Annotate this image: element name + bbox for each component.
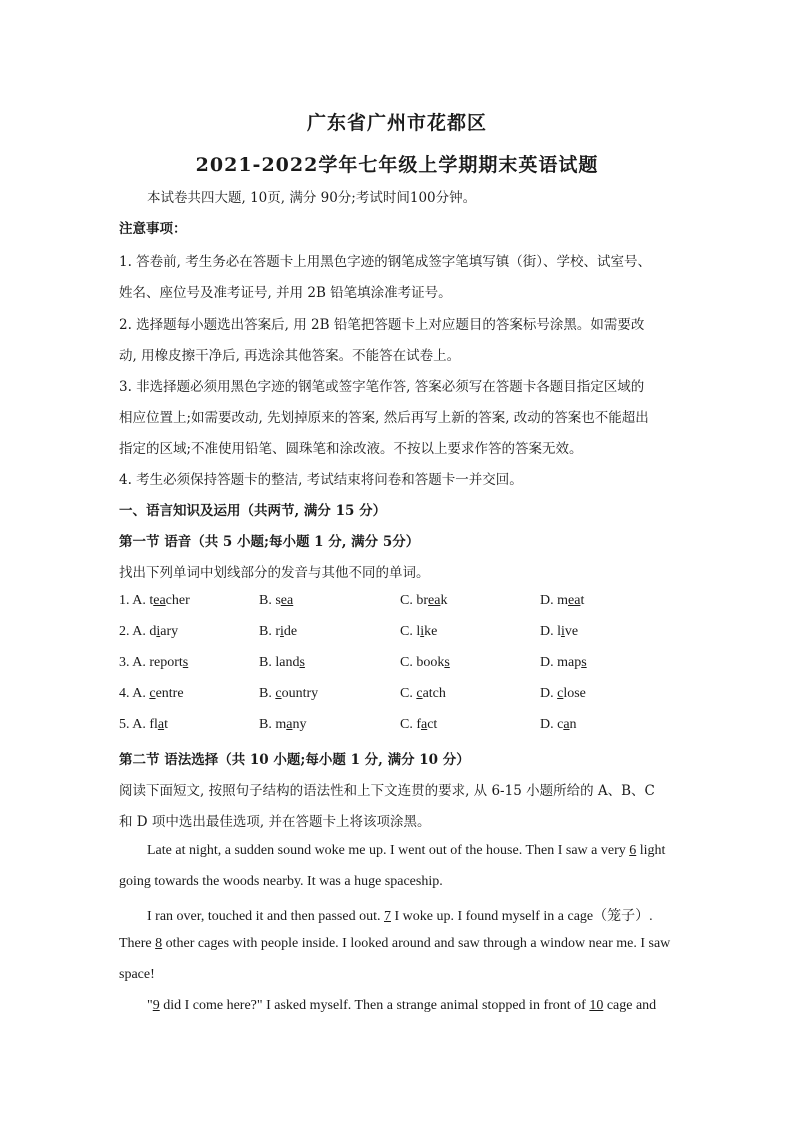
notes-heading: 注意事项： [119,221,187,237]
option-d: D. close [540,686,586,701]
option-a: 5. A. flat [119,717,168,732]
option-b: B. country [259,686,319,701]
phonetics-question [119,717,679,737]
note-line: 1. 答卷前, 考生务必在答题卡上用黑色字迹的钢笔成签字笔填写镇（街）、学校、试室号、 [119,254,652,270]
option-c: C. books [400,655,450,670]
phonetics-question [119,593,679,613]
blank-9: 9 [152,998,160,1013]
option-c: C. fact [400,717,438,732]
phonetics-question [119,655,679,675]
passage-line: space! [119,967,155,982]
phonetics-question [119,686,679,706]
note-line: 相应位置上;如需要改动, 先划掉原来的答案, 然后再写上新的答案, 改动的答案也不能超出 [119,410,649,426]
blank-8: 8 [155,936,163,951]
note-line: 动, 用橡皮擦干净后, 再选涂其他答案。不能答在试卷上。 [119,348,461,364]
exam-intro: 本试卷共四大题, 10页, 满分 90分;考试时间100分钟。 [147,190,477,206]
option-b: B. lands [259,655,305,670]
option-a: 1. A. teacher [119,593,190,608]
option-d: D. meat [540,593,585,608]
note-line: 指定的区域;不准使用铅笔、圆珠笔和涂改液。不按以上要求作答的答案无效。 [119,441,583,457]
exam-title: 2021-2022学年七年级上学期期末英语试题 [195,154,599,176]
option-d: D. live [540,624,579,639]
option-b: B. many [259,717,307,732]
passage-line: There 8 other cages with people inside. I looked around and saw through a window near me. I saw [119,936,671,951]
option-a: 4. A. centre [119,686,184,701]
passage-line: going towards the woods nearby. It was a huge spaceship. [119,874,443,889]
note-line: 4. 考生必须保持答题卡的整洁, 考试结束将问卷和答题卡一并交回。 [119,472,523,488]
option-a: 3. A. reports [119,655,189,670]
blank-10: 10 [589,998,604,1013]
phonetics-question [119,624,679,644]
section2-instruction: 阅读下面短文, 按照句子结构的语法性和上下文连贯的要求, 从 6-15 小题所给的 A、B、C [119,783,655,799]
option-d: D. maps [540,655,587,670]
note-line: 2. 选择题每小题选出答案后, 用 2B 铅笔把答题卡上对应题目的答案标号涂黑。如需要改 [119,317,645,333]
note-line: 姓名、座位号及准考证号, 并用 2B 铅笔填涂准考证号。 [119,285,452,301]
section2-instruction: 和 D 项中选出最佳选项, 并在答题卡上将该项涂黑。 [119,814,431,830]
option-c: C. break [400,593,448,608]
option-b: B. sea [259,593,294,608]
option-a: 2. A. diary [119,624,179,639]
section1-instruction: 找出下列单词中划线部分的发音与其他不同的单词。 [119,565,430,581]
option-c: C. catch [400,686,446,701]
exam-region-title: 广东省广州市花都区 [306,112,487,134]
part1-heading: 一、语言知识及运用（共两节, 满分 15 分） [119,503,387,519]
note-line: 3. 非选择题必须用黑色字迹的钢笔或签字笔作答, 答案必须写在答题卡各题目指定区域的 [119,379,645,395]
section1-heading: 第一节 语音（共 5 小题;每小题 1 分, 满分 5分） [119,534,420,550]
blank-7: 7 [383,909,391,924]
option-d: D. can [540,717,577,732]
passage-line: "9 did I come here?" I asked myself. Then a strange animal stopped in front of 10 cage and [147,998,657,1013]
blank-6: 6 [629,843,637,858]
passage-line: I ran over, touched it and then passed out. 7 I woke up. I found myself in a cage（笼子）. [147,909,653,924]
section2-heading: 第二节 语法选择（共 10 小题;每小题 1 分, 满分 10 分） [119,752,470,768]
passage-line: Late at night, a sudden sound woke me up. I went out of the house. Then I saw a very 6 light [147,843,666,858]
option-b: B. ride [259,624,298,639]
option-c: C. like [400,624,438,639]
